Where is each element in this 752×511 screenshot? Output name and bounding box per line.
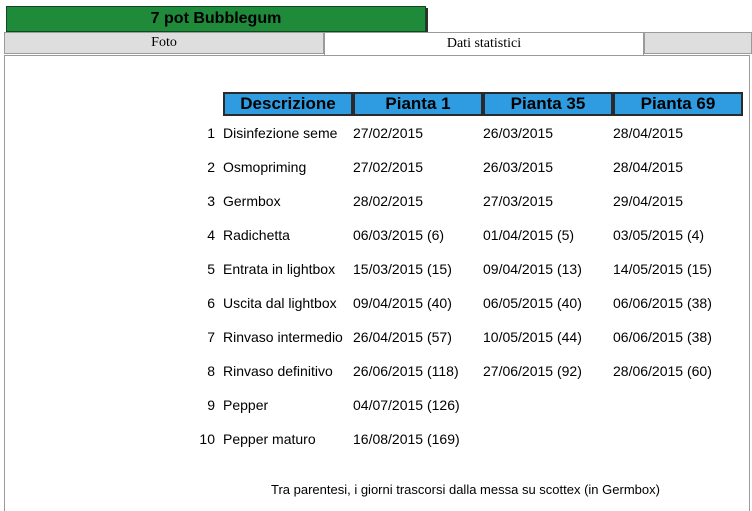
tab-foto[interactable]: Foto	[4, 32, 324, 54]
row-index: 3	[207, 193, 215, 209]
table-row	[195, 286, 743, 320]
row-description: Pepper	[223, 397, 269, 413]
tab-empty[interactable]	[644, 32, 752, 54]
cell-pianta-35: 27/06/2015 (92)	[483, 363, 582, 379]
cell-pianta-35: 27/03/2015	[483, 193, 554, 209]
cell-pianta-69: 28/06/2015 (60)	[613, 363, 712, 379]
cell-pianta-35: 10/05/2015 (44)	[483, 329, 582, 345]
table-row	[195, 218, 743, 252]
row-index: 1	[207, 125, 215, 141]
cell-pianta-1: 27/02/2015	[353, 125, 424, 141]
footnote: Tra parentesi, i giorni trascorsi dalla messa su scottex (in Germbox)	[271, 482, 660, 497]
table-row	[195, 388, 743, 422]
row-index: 6	[207, 295, 215, 311]
cell-pianta-35: 01/04/2015 (5)	[483, 227, 575, 243]
row-description: Disinfezione seme	[223, 125, 338, 141]
row-description: Entrata in lightbox	[223, 261, 336, 277]
cell-pianta-35	[483, 422, 613, 456]
header-index	[195, 92, 223, 116]
table-row	[195, 116, 743, 150]
row-description: Uscita dal lightbox	[223, 295, 337, 311]
table-row	[195, 184, 743, 218]
header-pianta-35: Pianta 35	[483, 92, 613, 116]
cell-pianta-1: 28/02/2015	[353, 193, 424, 209]
row-description: Radichetta	[223, 227, 290, 243]
cell-pianta-35: 26/03/2015	[483, 159, 554, 175]
table-row	[195, 422, 743, 456]
table-row	[195, 320, 743, 354]
tab-bar	[4, 32, 752, 56]
header-descrizione: Descrizione	[223, 92, 353, 116]
cell-pianta-35	[483, 388, 613, 422]
cell-pianta-69	[613, 422, 743, 456]
cell-pianta-69: 03/05/2015 (4)	[613, 227, 705, 243]
cell-pianta-69	[613, 388, 743, 422]
cell-pianta-1: 27/02/2015	[353, 159, 424, 175]
cell-pianta-1: 06/03/2015 (6)	[353, 227, 445, 243]
table-row	[195, 354, 743, 388]
cell-pianta-69: 28/04/2015	[613, 159, 684, 175]
cell-pianta-1: 26/04/2015 (57)	[353, 329, 452, 345]
header-pianta-69: Pianta 69	[613, 92, 743, 116]
row-index: 4	[207, 227, 215, 243]
cell-pianta-1: 16/08/2015 (169)	[353, 431, 460, 447]
row-index: 2	[207, 159, 215, 175]
row-description: Rinvaso definitivo	[223, 363, 333, 379]
cell-pianta-35: 06/05/2015 (40)	[483, 295, 582, 311]
cell-pianta-69: 28/04/2015	[613, 125, 684, 141]
tab-dati-statistici[interactable]: Dati statistici	[324, 32, 644, 56]
cell-pianta-35: 09/04/2015 (13)	[483, 261, 582, 277]
cell-pianta-69: 06/06/2015 (38)	[613, 295, 712, 311]
row-description: Pepper maturo	[223, 431, 316, 447]
row-description: Germbox	[223, 193, 281, 209]
row-index: 10	[199, 431, 215, 447]
cell-pianta-1: 26/06/2015 (118)	[353, 363, 459, 379]
cell-pianta-69: 14/05/2015 (15)	[613, 261, 712, 277]
row-index: 7	[207, 329, 215, 345]
cell-pianta-1: 15/03/2015 (15)	[353, 261, 452, 277]
window-title: 7 pot Bubblegum	[6, 6, 426, 32]
header-pianta-1: Pianta 1	[353, 92, 483, 116]
row-index: 5	[207, 261, 215, 277]
cell-pianta-69: 06/06/2015 (38)	[613, 329, 712, 345]
table-header-row	[195, 92, 743, 116]
cell-pianta-1: 04/07/2015 (126)	[353, 397, 460, 413]
row-description: Osmopriming	[223, 159, 307, 175]
stats-table	[195, 92, 743, 456]
row-index: 8	[207, 363, 215, 379]
row-description: Rinvaso intermedio	[223, 329, 343, 345]
cell-pianta-1: 09/04/2015 (40)	[353, 295, 452, 311]
row-index: 9	[207, 397, 215, 413]
table-row	[195, 150, 743, 184]
cell-pianta-35: 26/03/2015	[483, 125, 554, 141]
table-row	[195, 252, 743, 286]
cell-pianta-69: 29/04/2015	[613, 193, 684, 209]
